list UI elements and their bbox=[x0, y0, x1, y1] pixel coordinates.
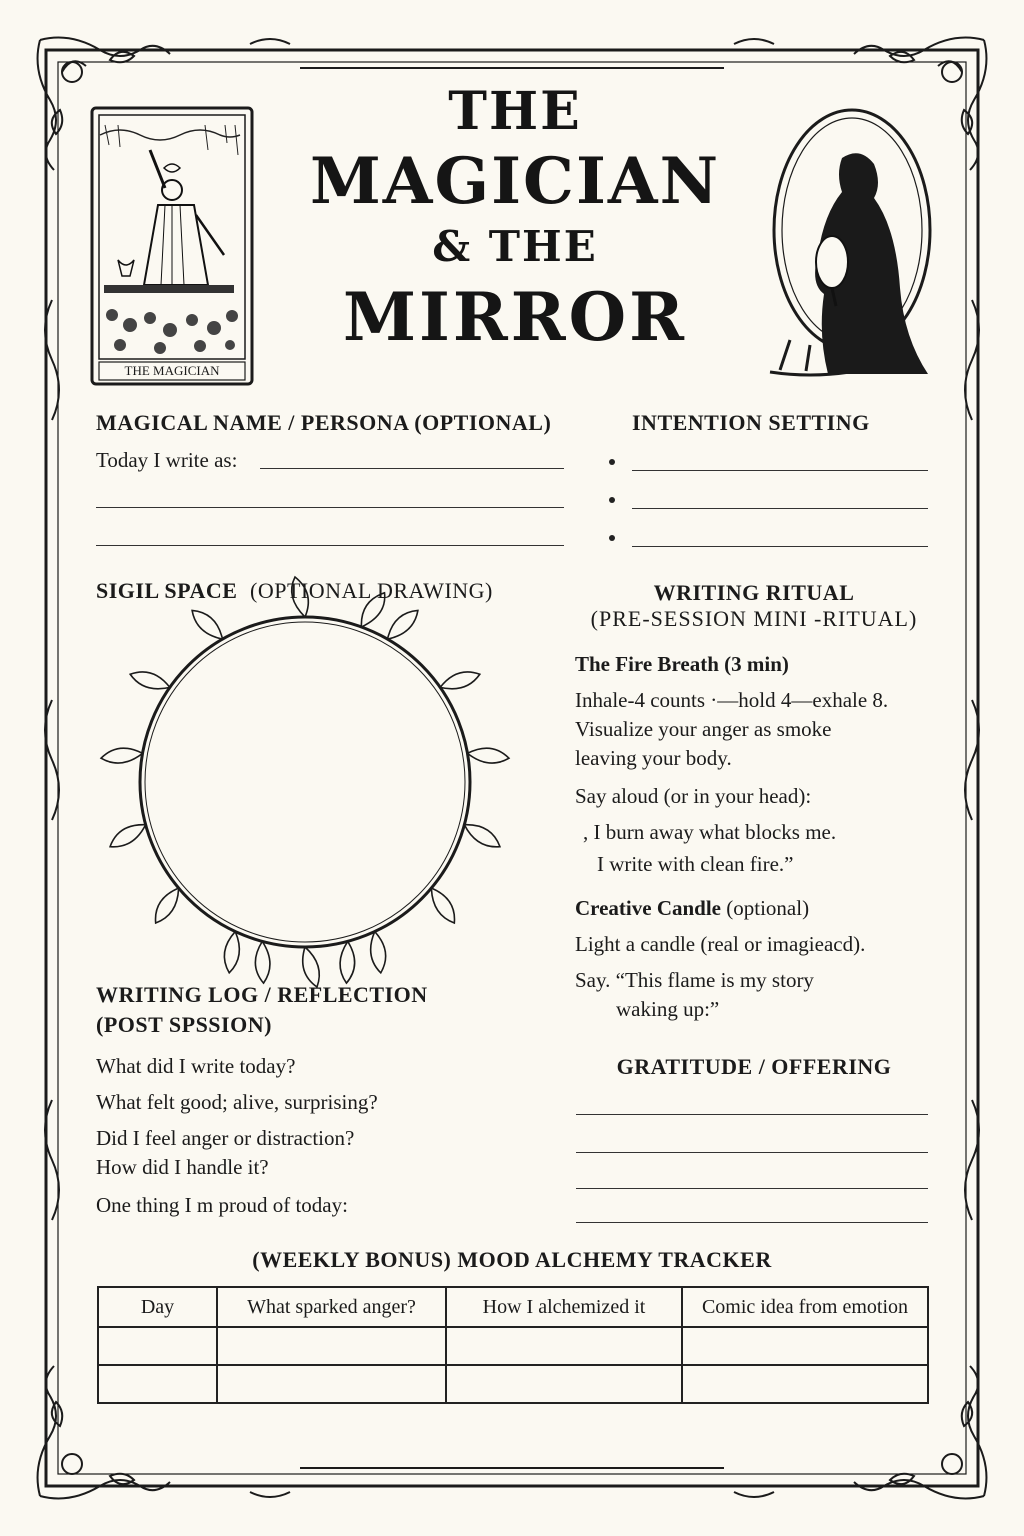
title-line-4: MIRROR bbox=[343, 278, 687, 356]
column-header-sparked: What sparked anger? bbox=[217, 1287, 446, 1327]
table-row bbox=[98, 1365, 928, 1403]
tarot-card-label: THE MAGICIAN bbox=[124, 363, 220, 378]
fire-breath-line: Visualize your anger as smoke bbox=[575, 717, 832, 741]
intention-line[interactable] bbox=[632, 508, 928, 509]
candle-line: Light a candle (real or imagieacd). bbox=[575, 932, 866, 956]
fire-breath-title: The Fire Breath (3 min) bbox=[575, 652, 789, 676]
mood-tracker-table bbox=[97, 1286, 929, 1404]
fire-breath-line: leaving your body. bbox=[575, 746, 732, 770]
column-header-day: Day bbox=[98, 1287, 217, 1327]
ritual-subheading: (PRE-SESSION MINI -RITUAL) bbox=[590, 606, 918, 631]
gratitude-line[interactable] bbox=[576, 1188, 928, 1189]
column-header-comic-idea: Comic idea from emotion bbox=[682, 1287, 928, 1327]
reflection-question: One thing I m proud of today: bbox=[96, 1193, 348, 1217]
magical-name-prompt: Today I write as: bbox=[96, 448, 238, 472]
candle-heading bbox=[575, 894, 809, 923]
table-header-row bbox=[98, 1287, 928, 1327]
column-header-alchemized: How I alchemized it bbox=[446, 1287, 682, 1327]
quote-line: , I burn away what blocks me. bbox=[583, 820, 837, 844]
say-line: Say. “This flame is my story bbox=[575, 968, 814, 992]
tracker-heading: (WEEKLY BONUS) MOOD ALCHEMY TRACKER bbox=[252, 1247, 772, 1272]
writing-log-subheading: (POST SPSSION) bbox=[96, 1012, 272, 1037]
table-cell[interactable] bbox=[98, 1327, 217, 1365]
table-cell[interactable] bbox=[446, 1365, 682, 1403]
intention-heading: INTENTION SETTING bbox=[632, 410, 870, 435]
reflection-question: What did I write today? bbox=[96, 1054, 296, 1078]
reflection-question: What felt good; alive, surprising? bbox=[96, 1090, 378, 1114]
gratitude-line[interactable] bbox=[576, 1222, 928, 1223]
magical-name-line[interactable] bbox=[96, 507, 564, 508]
table-cell[interactable] bbox=[682, 1327, 928, 1365]
reflection-question: How did I handle it? bbox=[96, 1155, 269, 1179]
gratitude-line[interactable] bbox=[576, 1114, 928, 1115]
table-cell[interactable] bbox=[217, 1365, 446, 1403]
table-cell[interactable] bbox=[446, 1327, 682, 1365]
title-line-1: THE bbox=[448, 81, 582, 142]
writing-log-heading: WRITING LOG / REFLECTION bbox=[96, 982, 428, 1007]
ritual-heading: WRITING RITUAL bbox=[653, 580, 855, 605]
sigil-heading: SIGIL SPACE bbox=[96, 578, 238, 603]
table-cell[interactable] bbox=[682, 1365, 928, 1403]
mirror-figure-illustration bbox=[770, 110, 930, 375]
magical-name-heading: MAGICAL NAME / PERSONA (OPTIONAL) bbox=[96, 410, 552, 435]
candle-title: Creative Candle bbox=[575, 896, 722, 920]
quote-line: I write with clean fire.” bbox=[597, 852, 794, 876]
table-row bbox=[98, 1327, 928, 1365]
title-line-3: & THE bbox=[432, 222, 598, 271]
table-cell[interactable] bbox=[217, 1327, 446, 1365]
gratitude-heading: GRATITUDE / OFFERING bbox=[616, 1054, 892, 1079]
bullet-icon bbox=[609, 535, 615, 541]
title-line-2: MAGICIAN bbox=[309, 144, 721, 219]
say-line: waking up:” bbox=[616, 997, 720, 1021]
sigil-drawing-area[interactable] bbox=[155, 632, 455, 932]
candle-optional: (optional) bbox=[726, 896, 810, 920]
gratitude-line[interactable] bbox=[576, 1152, 928, 1153]
magical-name-line[interactable] bbox=[96, 545, 564, 546]
bullet-icon bbox=[609, 497, 615, 503]
bullet-icon bbox=[609, 459, 615, 465]
say-aloud-text: Say aloud (or in your head): bbox=[575, 784, 812, 808]
fire-breath-line: Inhale-4 counts ·—hold 4—exhale 8. bbox=[575, 688, 889, 712]
intention-line[interactable] bbox=[632, 470, 928, 471]
magical-name-line[interactable] bbox=[260, 468, 564, 469]
reflection-question: Did I feel anger or distraction? bbox=[96, 1126, 355, 1150]
intention-line[interactable] bbox=[632, 546, 928, 547]
table-cell[interactable] bbox=[98, 1365, 217, 1403]
sigil-subheading: (OPTIONAL DRAWING) bbox=[250, 578, 493, 603]
tarot-card-illustration bbox=[92, 108, 252, 384]
